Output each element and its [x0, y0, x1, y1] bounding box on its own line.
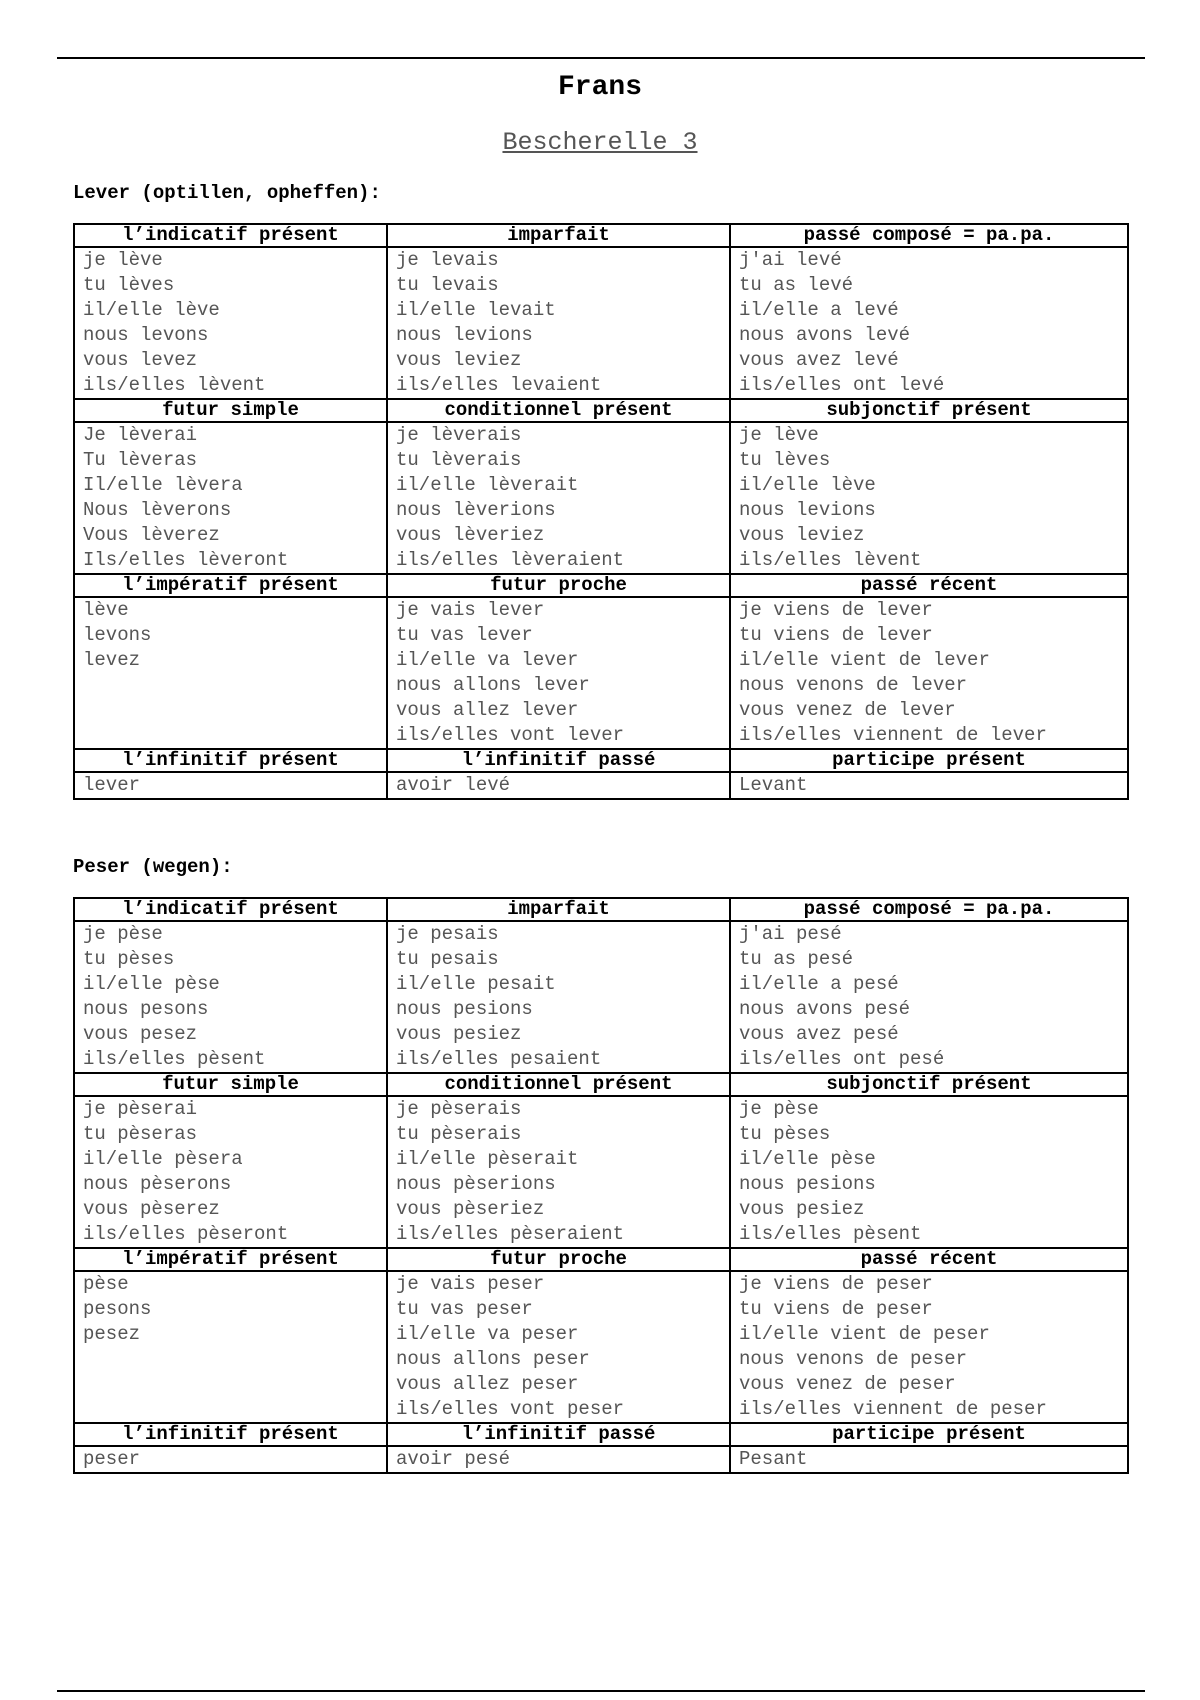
conjugation-form: tu pèses: [739, 1123, 831, 1145]
conjugation-form: nous pesons: [83, 998, 209, 1020]
conjugation-form: nous allons peser: [396, 1348, 590, 1370]
conjugation-form: j'ai pesé: [739, 923, 842, 945]
conjugation-form: vous pèseriez: [396, 1198, 545, 1220]
conjugation-form: tu lèves: [83, 274, 175, 296]
conjugation-form: je lèverais: [396, 424, 522, 446]
tense-header: conditionnel présent: [387, 1073, 730, 1096]
conjugation-cell-col-3: [730, 597, 1128, 749]
conjugation-form: vous lèveriez: [396, 524, 545, 546]
conjugation-row: [74, 247, 1128, 399]
tense-header: subjonctif présent: [730, 399, 1128, 422]
conjugation-form: il/elle va peser: [396, 1323, 579, 1345]
conjugation-form: tu viens de lever: [739, 624, 933, 646]
tense-header: l’indicatif présent: [74, 898, 387, 921]
tense-header-row: [74, 1073, 1128, 1096]
tense-header: futur simple: [74, 1073, 387, 1096]
conjugation-form: nous venons de lever: [739, 674, 968, 696]
tense-header: l’infinitif passé: [387, 1423, 730, 1446]
conjugation-form: avoir pesé: [396, 1448, 511, 1470]
conjugation-cell-col-1: [74, 1096, 387, 1248]
conjugation-form: il/elle lève: [83, 299, 220, 321]
conjugation-form: Ils/elles lèveront: [83, 549, 289, 571]
conjugation-cell-col-1: [74, 772, 387, 799]
conjugation-form: ils/elles vont peser: [396, 1398, 625, 1420]
conjugation-cell-col-1: [74, 921, 387, 1073]
conjugation-form: tu vas peser: [396, 1298, 533, 1320]
conjugation-row: [74, 1096, 1128, 1248]
tense-header: futur proche: [387, 574, 730, 597]
conjugation-form: ils/elles pèseraient: [396, 1223, 625, 1245]
conjugation-form: Pesant: [739, 1448, 808, 1470]
conjugation-form: ils/elles viennent de peser: [739, 1398, 1047, 1420]
conjugation-cell-col-1: [74, 422, 387, 574]
conjugation-form: nous pesions: [739, 1173, 876, 1195]
conjugation-row: [74, 1446, 1128, 1473]
conjugation-form: lever: [83, 774, 141, 796]
conjugation-form: il/elle lève: [739, 474, 876, 496]
subtitle-text: Bescherelle 3: [502, 128, 698, 157]
conjugation-form: il/elle pèsera: [83, 1148, 243, 1170]
tense-header: passé récent: [730, 1248, 1128, 1271]
conjugation-form: il/elle a pesé: [739, 973, 899, 995]
conjugation-form: ils/elles ont pesé: [739, 1048, 945, 1070]
conjugation-form: ils/elles viennent de lever: [739, 724, 1047, 746]
conjugation-cell-col-2: [387, 772, 730, 799]
conjugation-form: je pèserais: [396, 1098, 522, 1120]
conjugation-form: nous levions: [739, 499, 876, 521]
conjugation-form: tu as pesé: [739, 948, 854, 970]
tense-header-row: [74, 399, 1128, 422]
conjugation-cell-col-3: [730, 772, 1128, 799]
conjugation-form: vous leviez: [739, 524, 865, 546]
conjugation-row: [74, 1271, 1128, 1423]
tense-header: passé récent: [730, 574, 1128, 597]
conjugation-form: j'ai levé: [739, 249, 842, 271]
conjugation-form: tu as levé: [739, 274, 854, 296]
conjugation-form: ils/elles levaient: [396, 374, 602, 396]
conjugation-form: je lève: [739, 424, 819, 446]
conjugation-form: pesons: [83, 1298, 152, 1320]
conjugation-form: pesez: [83, 1323, 141, 1345]
page-title: Frans: [557, 72, 642, 103]
tense-header: subjonctif présent: [730, 1073, 1128, 1096]
conjugation-form: nous venons de peser: [739, 1348, 968, 1370]
bottom-rule: [57, 1690, 1145, 1692]
conjugation-table: [73, 897, 1129, 1474]
conjugation-form: vous avez pesé: [739, 1023, 899, 1045]
tense-header-row: [74, 574, 1128, 597]
tense-header: l’infinitif passé: [387, 749, 730, 772]
conjugation-cell-col-1: [74, 1271, 387, 1423]
conjugation-form: vous pesiez: [396, 1023, 522, 1045]
conjugation-cell-col-3: [730, 1446, 1128, 1473]
tense-header: futur simple: [74, 399, 387, 422]
conjugation-form: Nous lèverons: [83, 499, 232, 521]
conjugation-form: il/elle vient de peser: [739, 1323, 990, 1345]
conjugation-form: nous pèserions: [396, 1173, 556, 1195]
conjugation-cell-col-1: [74, 597, 387, 749]
conjugation-form: Il/elle lèvera: [83, 474, 243, 496]
conjugation-row: [74, 597, 1128, 749]
conjugation-cell-col-2: [387, 247, 730, 399]
conjugation-form: Levant: [739, 774, 808, 796]
conjugation-form: vous pesiez: [739, 1198, 865, 1220]
conjugation-cell-col-3: [730, 1096, 1128, 1248]
conjugation-form: vous leviez: [396, 349, 522, 371]
conjugation-cell-col-2: [387, 597, 730, 749]
tense-header-row: [74, 1423, 1128, 1446]
tense-header: participe présent: [730, 1423, 1128, 1446]
conjugation-cell-col-2: [387, 1096, 730, 1248]
conjugation-form: tu pèserais: [396, 1123, 522, 1145]
conjugation-form: levez: [83, 649, 141, 671]
conjugation-cell-col-1: [74, 1446, 387, 1473]
conjugation-row: [74, 772, 1128, 799]
conjugation-form: levons: [83, 624, 152, 646]
verb-heading: Lever (optillen, opheffen):: [73, 182, 381, 204]
tense-header-row: [74, 898, 1128, 921]
tense-header: imparfait: [387, 898, 730, 921]
tense-header: futur proche: [387, 1248, 730, 1271]
tense-header: passé composé = pa.pa.: [730, 224, 1128, 247]
conjugation-form: il/elle va lever: [396, 649, 579, 671]
conjugation-form: tu lèverais: [396, 449, 522, 471]
conjugation-form: nous pèserons: [83, 1173, 232, 1195]
conjugation-form: je viens de lever: [739, 599, 933, 621]
conjugation-form: nous allons lever: [396, 674, 590, 696]
conjugation-form: nous avons levé: [739, 324, 911, 346]
conjugation-form: ils/elles vont lever: [396, 724, 625, 746]
verb-heading: Peser (wegen):: [73, 856, 233, 878]
conjugation-form: tu pèses: [83, 948, 175, 970]
conjugation-form: ils/elles lèveraient: [396, 549, 625, 571]
conjugation-form: tu lèves: [739, 449, 831, 471]
tense-header: passé composé = pa.pa.: [730, 898, 1128, 921]
conjugation-form: nous pesions: [396, 998, 533, 1020]
conjugation-cell-col-2: [387, 1271, 730, 1423]
conjugation-form: il/elle a levé: [739, 299, 899, 321]
conjugation-form: ils/elles pèsent: [739, 1223, 922, 1245]
conjugation-form: il/elle vient de lever: [739, 649, 990, 671]
conjugation-form: il/elle pèse: [83, 973, 220, 995]
conjugation-cell-col-3: [730, 1271, 1128, 1423]
conjugation-form: il/elle pesait: [396, 973, 556, 995]
tense-header: l’impératif présent: [74, 1248, 387, 1271]
conjugation-form: je viens de peser: [739, 1273, 933, 1295]
conjugation-form: il/elle levait: [396, 299, 556, 321]
conjugation-form: vous allez peser: [396, 1373, 579, 1395]
conjugation-cell-col-2: [387, 1446, 730, 1473]
conjugation-form: tu pèseras: [83, 1123, 198, 1145]
conjugation-form: il/elle pèse: [739, 1148, 876, 1170]
conjugation-form: nous lèverions: [396, 499, 556, 521]
conjugation-form: ils/elles pèsent: [83, 1048, 266, 1070]
conjugation-form: je levais: [396, 249, 499, 271]
conjugation-form: vous venez de lever: [739, 699, 956, 721]
conjugation-form: ils/elles lèvent: [83, 374, 266, 396]
conjugation-form: peser: [83, 1448, 141, 1470]
conjugation-form: je pèse: [83, 923, 163, 945]
conjugation-form: nous levions: [396, 324, 533, 346]
conjugation-form: Tu lèveras: [83, 449, 198, 471]
conjugation-form: tu pesais: [396, 948, 499, 970]
conjugation-form: ils/elles pesaient: [396, 1048, 602, 1070]
conjugation-cell-col-1: [74, 247, 387, 399]
tense-header: l’indicatif présent: [74, 224, 387, 247]
conjugation-form: je pèse: [739, 1098, 819, 1120]
conjugation-cell-col-2: [387, 921, 730, 1073]
conjugation-form: vous levez: [83, 349, 198, 371]
conjugation-form: Vous lèverez: [83, 524, 220, 546]
conjugation-form: nous avons pesé: [739, 998, 911, 1020]
conjugation-form: je pèserai: [83, 1098, 198, 1120]
conjugation-form: vous venez de peser: [739, 1373, 956, 1395]
tense-header-row: [74, 224, 1128, 247]
tense-header: imparfait: [387, 224, 730, 247]
conjugation-form: vous pèserez: [83, 1198, 220, 1220]
page-subtitle: [0, 128, 1200, 157]
conjugation-table: [73, 223, 1129, 800]
conjugation-form: lève: [83, 599, 129, 621]
conjugation-form: nous levons: [83, 324, 209, 346]
tense-header-row: [74, 749, 1128, 772]
tense-header: l’infinitif présent: [74, 1423, 387, 1446]
conjugation-form: il/elle pèserait: [396, 1148, 579, 1170]
conjugation-row: [74, 422, 1128, 574]
conjugation-row: [74, 921, 1128, 1073]
conjugation-form: vous pesez: [83, 1023, 198, 1045]
tense-header-row: [74, 1248, 1128, 1271]
conjugation-form: il/elle lèverait: [396, 474, 579, 496]
tense-header: participe présent: [730, 749, 1128, 772]
conjugation-form: tu vas lever: [396, 624, 533, 646]
conjugation-form: ils/elles lèvent: [739, 549, 922, 571]
conjugation-form: tu levais: [396, 274, 499, 296]
tense-header: l’impératif présent: [74, 574, 387, 597]
conjugation-form: vous avez levé: [739, 349, 899, 371]
conjugation-form: vous allez lever: [396, 699, 579, 721]
tense-header: conditionnel présent: [387, 399, 730, 422]
tense-header: l’infinitif présent: [74, 749, 387, 772]
conjugation-form: ils/elles ont levé: [739, 374, 945, 396]
conjugation-cell-col-3: [730, 247, 1128, 399]
top-rule: [57, 57, 1145, 59]
conjugation-form: avoir levé: [396, 774, 511, 796]
conjugation-form: je vais lever: [396, 599, 545, 621]
conjugation-form: Je lèverai: [83, 424, 198, 446]
conjugation-cell-col-2: [387, 422, 730, 574]
conjugation-form: tu viens de peser: [739, 1298, 933, 1320]
conjugation-form: je pesais: [396, 923, 499, 945]
conjugation-form: ils/elles pèseront: [83, 1223, 289, 1245]
conjugation-form: pèse: [83, 1273, 129, 1295]
conjugation-form: je vais peser: [396, 1273, 545, 1295]
conjugation-cell-col-3: [730, 422, 1128, 574]
conjugation-cell-col-3: [730, 921, 1128, 1073]
conjugation-form: je lève: [83, 249, 163, 271]
